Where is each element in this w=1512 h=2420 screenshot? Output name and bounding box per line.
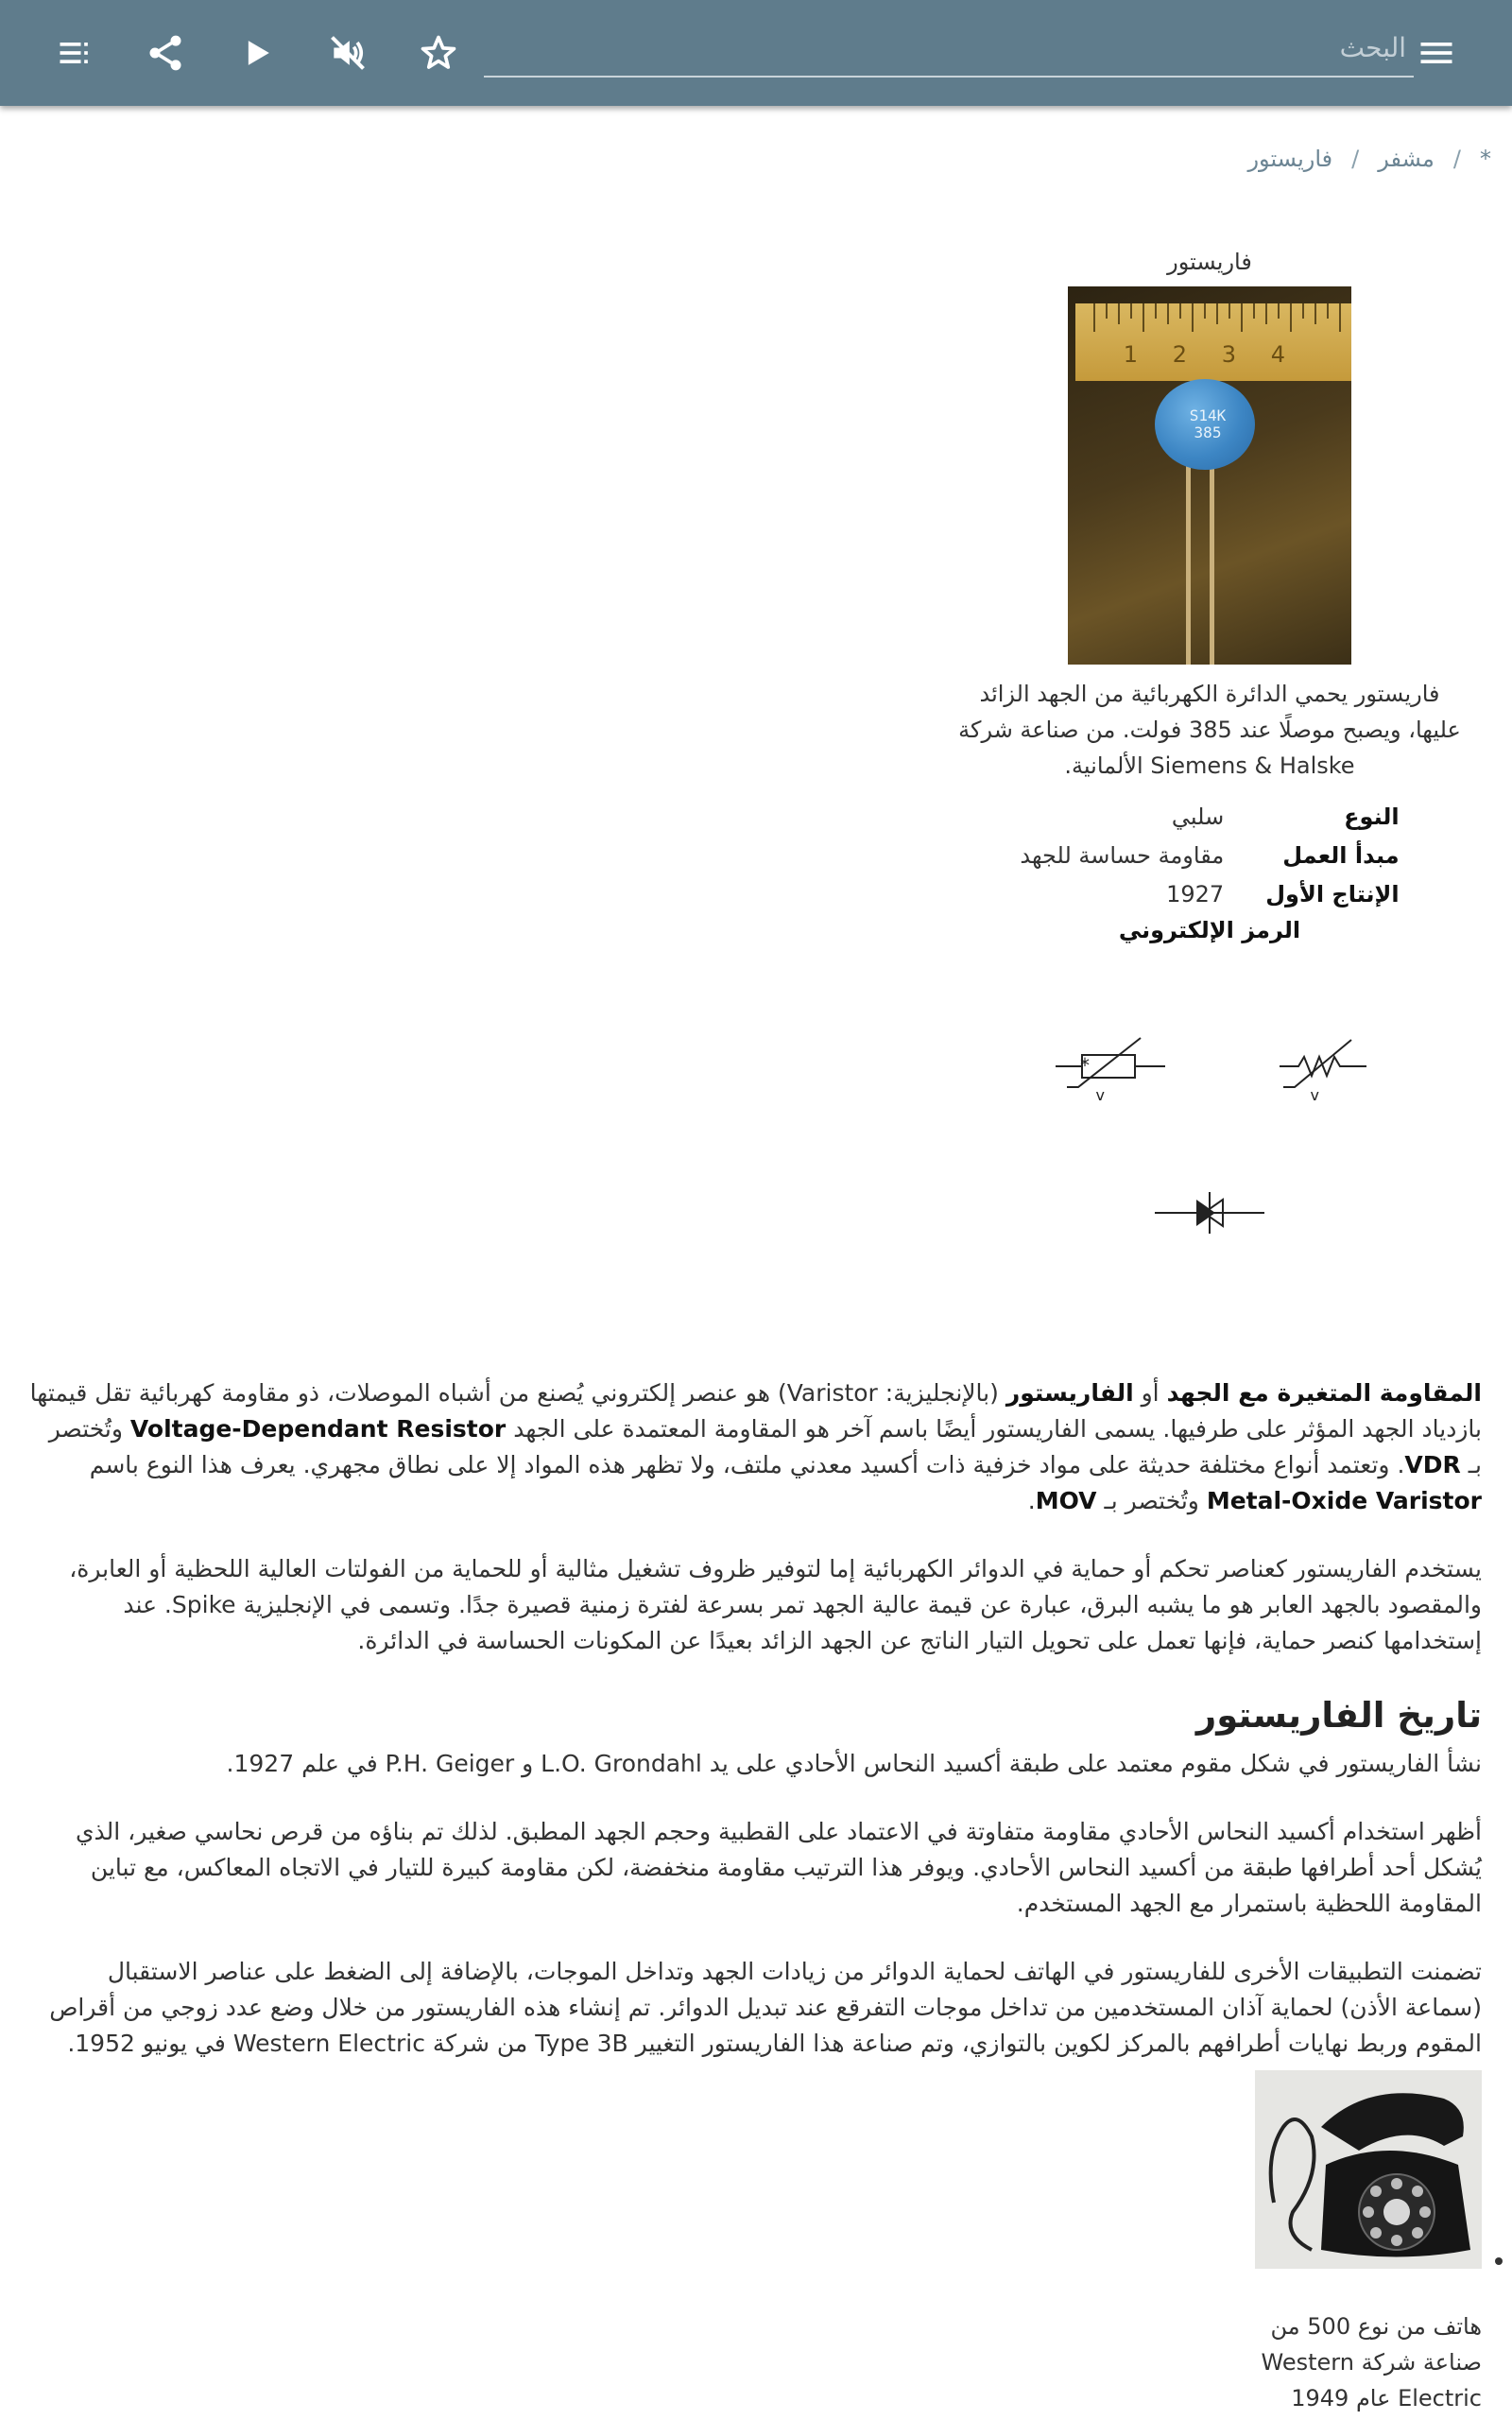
phone-figure xyxy=(1246,2070,1482,2416)
varistor-disc xyxy=(1155,379,1255,470)
infobox-row xyxy=(999,797,1419,836)
search-input[interactable] xyxy=(484,21,1414,74)
term-bold: MOV xyxy=(1035,1487,1097,1514)
electronic-symbols xyxy=(936,943,1484,1359)
mute-button[interactable] xyxy=(321,26,374,79)
infobox-value: 1927 xyxy=(1166,880,1225,908)
share-icon xyxy=(145,32,186,74)
top-toolbar xyxy=(0,0,1512,106)
breadcrumb-home[interactable]: * xyxy=(1480,146,1491,172)
article-body xyxy=(28,1375,1482,2094)
infobox-value: سلبي xyxy=(1171,803,1225,830)
breadcrumb-category[interactable]: مشفر xyxy=(1378,146,1435,172)
infobox xyxy=(936,241,1484,1359)
volume-off-icon xyxy=(327,32,369,74)
section-heading-history: تاريخ الفاريستور xyxy=(1195,1695,1482,1736)
term-bold: المقاومة المتغيرة مع الجهد xyxy=(1166,1379,1482,1407)
term-bold: Metal-Oxide Varistor xyxy=(1206,1487,1482,1514)
breadcrumb-separator: / xyxy=(1351,146,1360,172)
breadcrumb-current: فاريستور xyxy=(1247,146,1333,172)
article-paragraph: أظهر استخدام أكسيد النحاس الأحادي مقاومة متفاوتة في الاعتماد على القطبية وحجم الجهد المطبق. لذلك تم بناؤه من قرص نحاسي صغير، الذي يُشكل أحد أطرافها طبقة من أكسيد النحاس الأحادي. ويوفر هذا الترتيب مقاومة منخفضة، لكن مقاومة كبيرة للتيار في الاتجاه المعاكس، مع تباين المقاومة اللحظية باستمرار مع الجهد المستخدم. xyxy=(75,1818,1482,1917)
phone-caption: هاتف من نوع 500 من صناعة شركة Western Electric عام 1949 xyxy=(1261,2313,1482,2411)
search-box xyxy=(484,21,1414,78)
list-bullet xyxy=(1495,2257,1503,2265)
infobox-key: الإنتاج الأول xyxy=(1265,880,1400,908)
symbol-mark: v xyxy=(1095,1086,1105,1104)
term-bold: VDR xyxy=(1404,1451,1461,1478)
article-paragraph: نشأ الفاريستور في شكل مقوم معتمد على طبقة أكسيد النحاس الأحادي على يد L.O. Grondahl و P.H. Geiger في علم 1927. xyxy=(226,1750,1482,1777)
ruler-graphic xyxy=(1075,303,1351,381)
symbol-mark: v xyxy=(1310,1086,1319,1104)
star-icon xyxy=(418,32,459,74)
infobox-row xyxy=(999,874,1419,913)
infobox-caption: فاريستور يحمي الدائرة الكهربائية من الجهد الزائد عليها، ويصبح موصلًا عند 385 فولت. من صناعة شركة Siemens & Halske الألمانية. xyxy=(958,681,1461,779)
toc-list-icon xyxy=(55,32,96,74)
breadcrumb-separator: / xyxy=(1452,146,1461,172)
infobox-key: النوع xyxy=(1344,803,1400,830)
infobox-row xyxy=(999,836,1419,874)
article-paragraph: يستخدم الفاريستور كعناصر تحكم أو حماية في الدوائر الكهربائية إما لتوفير ظروف تشغيل مثالية أو للحماية من الفولتات العالية اللحظية أو العابرة، والمقصود بالجهد العابر هو ما يشبه البرق، عبارة عن قيمة عالية الجهد تمر بسرعة لفترة زمنية قصيرة جدًا. وتسمى في الإنجليزية Spike. عند إستخدامها كنصر حماية، فإنها تعمل على تحويل التيار الناتج عن الجهد الزائد بعيدًا عن المكونات الحساسة في الدائرة. xyxy=(69,1555,1482,1654)
varistor-photo[interactable] xyxy=(1068,286,1351,665)
article-paragraph xyxy=(28,1375,1482,1519)
breadcrumb xyxy=(1247,140,1491,178)
telephone-image xyxy=(1255,2070,1482,2269)
svg-text:3: 3 xyxy=(1221,341,1236,368)
infobox-key: مبدأ العمل xyxy=(1282,841,1400,869)
menu-icon xyxy=(1416,32,1457,74)
text-run: أو xyxy=(1133,1379,1167,1407)
toc-list-button[interactable] xyxy=(49,26,102,79)
play-icon xyxy=(236,32,278,74)
text-run: وتُختصر بـ xyxy=(48,1415,1482,1478)
varistor-symbol-iec[interactable] xyxy=(1054,1028,1167,1104)
infobox-value: مقاومة حساسة للجهد xyxy=(1020,841,1225,869)
term-bold: Voltage-Dependant Resistor xyxy=(129,1415,507,1443)
varistor-symbol-ansi[interactable] xyxy=(1276,1028,1370,1104)
svg-text:2: 2 xyxy=(1172,341,1187,368)
svg-text:1: 1 xyxy=(1123,341,1138,368)
text-run: وتُختصر بـ xyxy=(1096,1487,1207,1514)
play-button[interactable] xyxy=(231,26,284,79)
electronic-symbol-title: الرمز الإلكتروني xyxy=(1118,917,1301,943)
bookmark-star-button[interactable] xyxy=(412,26,465,79)
infobox-title: فاريستور xyxy=(1167,249,1252,275)
varistor-symbol-diode[interactable] xyxy=(1153,1184,1266,1241)
phone-photo[interactable] xyxy=(1255,2070,1482,2269)
share-button[interactable] xyxy=(139,26,192,79)
text-run: . xyxy=(1027,1487,1036,1514)
menu-button[interactable] xyxy=(1410,26,1463,79)
infobox-table xyxy=(999,797,1419,913)
svg-text:4: 4 xyxy=(1270,341,1285,368)
text-run: . وتعتمد أنواع مختلفة حديثة على مواد خزفية ذات أكسيد معدني ملتف، ولا تظهر هذه المواد إلا على نطاق مجهري. يعرف هذا النوع باسم xyxy=(89,1451,1405,1478)
term-bold: الفاريستور xyxy=(1005,1379,1134,1407)
varistor-disc-label: S14K 385 xyxy=(1189,406,1227,441)
text-run: (بالإنجليزية: Varistor) هو عنصر إلكتروني يُصنع من أشباه الموصلات، ذو مقاومة كهربائية تقل قيمتها بازدياد الجهد المؤثر على طرفيها. يسمى الفاريستور أيضًا باسم آخر هو المقاومة المعتمدة على الجهد xyxy=(29,1379,1482,1443)
symbol-mark: * xyxy=(1080,1054,1090,1077)
article-paragraph: تضمنت التطبيقات الأخرى للفاريستور في الهاتف لحماية الدوائر من زيادات الجهد وتداخل الموجات، بالإضافة إلى الضغط على عناصر الاستقبال (سماعة الأذن) لحماية آذان المستخدمين من تداخل موجات التفرقع عند تبديل الدوائر. تم إنشاء هذه الفاريستور من خلال وضع عدد زوجي من أقراص المقوم وربط نهايات أطرافهم بالمركز لكوين بالتوازي، وتم صناعة هذا الفاريستور التغيير Type 3B من شركة Western Electric في يونيو 1952. xyxy=(49,1958,1482,2057)
